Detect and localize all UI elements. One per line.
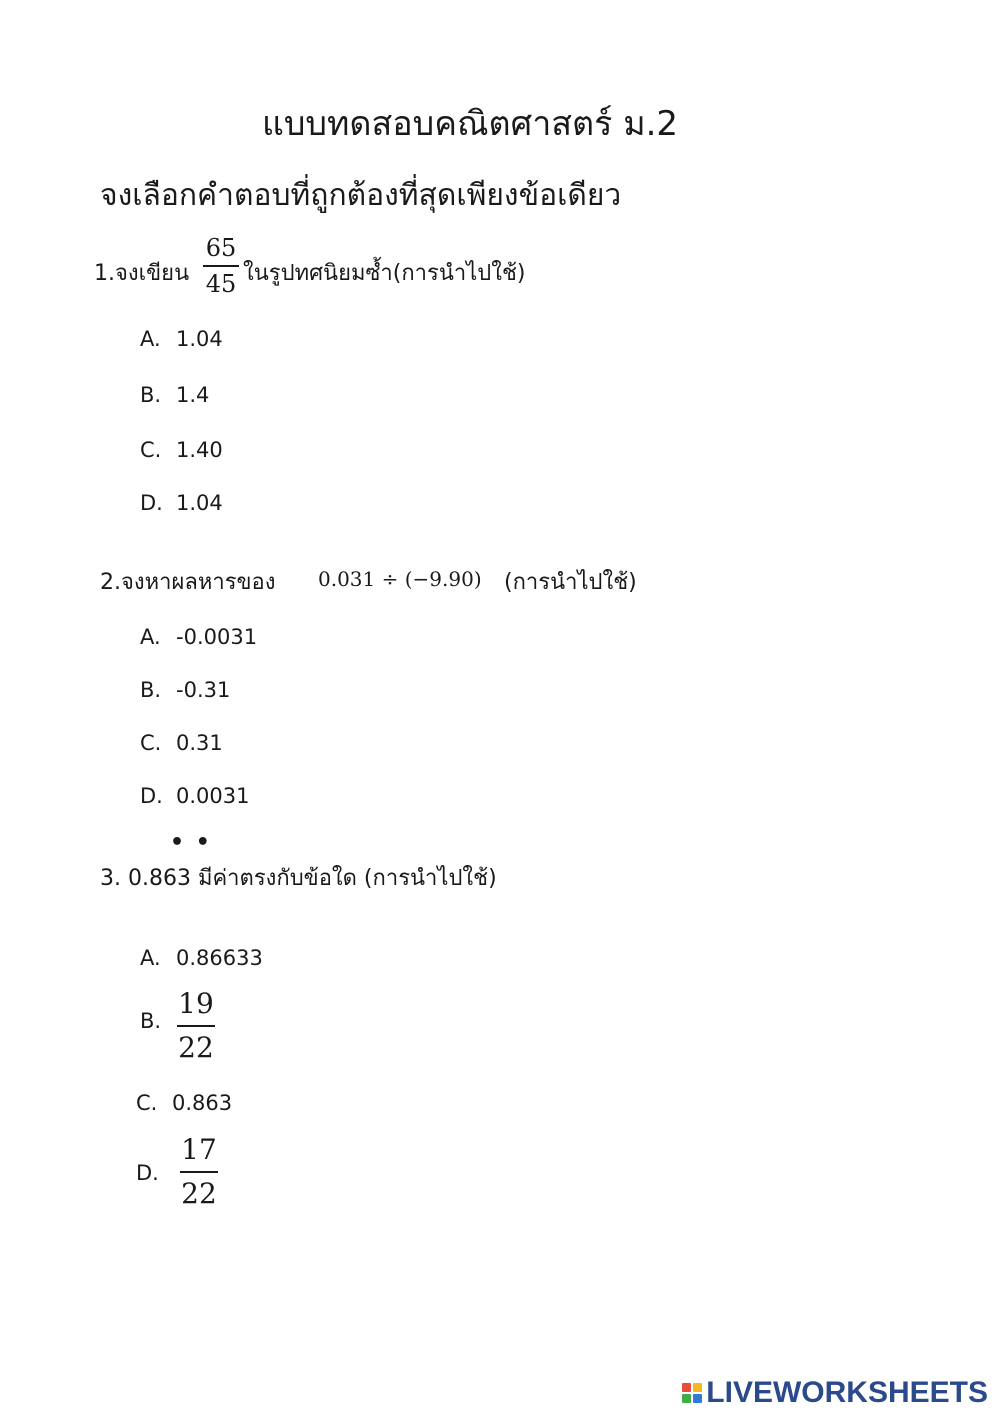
question-1-suffix: ในรูปทศนิยมซ้ำ(การนำไปใช้) — [243, 261, 526, 286]
option-letter: A. — [140, 327, 161, 351]
option-2b — [140, 678, 230, 702]
fraction-numerator: 19 — [178, 987, 214, 1020]
instruction-text: จงเลือกคำตอบที่ถูกต้องที่สุดเพียงข้อเดียว — [100, 178, 622, 213]
fraction-numerator: 17 — [181, 1133, 217, 1166]
option-text: 0.0031 — [176, 784, 250, 808]
option-letter: B. — [140, 383, 162, 407]
fraction-bar — [177, 1025, 215, 1027]
logo-tile — [682, 1394, 691, 1403]
option-text: 1.40 — [176, 438, 223, 462]
option-text: 1.4 — [176, 383, 210, 407]
option-letter: D. — [140, 491, 163, 515]
fraction-denominator: 22 — [178, 1031, 214, 1064]
option-1c — [140, 438, 223, 462]
worksheet-title: แบบทดสอบคณิตศาสตร์ ม.2 — [261, 104, 679, 144]
option-3b-letter: B. — [140, 1009, 162, 1033]
option-letter: A. — [140, 946, 161, 970]
option-letter: D. — [140, 784, 163, 808]
fraction-denominator: 22 — [181, 1177, 217, 1210]
question-2-suffix: (การนำไปใช้) — [504, 570, 637, 595]
option-text: -0.0031 — [176, 625, 258, 649]
option-letter: C. — [140, 731, 162, 755]
option-2c — [140, 731, 223, 755]
option-3c — [136, 1091, 232, 1115]
option-1d — [140, 491, 223, 515]
question-1-prefix: 1.จงเขียน — [94, 261, 190, 286]
option-2a — [140, 625, 257, 649]
option-3b-fraction — [177, 987, 215, 1064]
logo-text: LIVEWORKSHEETS — [706, 1376, 988, 1409]
question-3-text: 3. 0.863 มีค่าตรงกับข้อใด (การนำไปใช้) — [100, 866, 497, 891]
fraction-numerator: 65 — [205, 234, 237, 262]
option-text: 0.31 — [176, 731, 223, 755]
option-letter: B. — [140, 678, 162, 702]
liveworksheets-logo-icon — [682, 1383, 702, 1403]
question-1-fraction — [203, 236, 239, 296]
fraction-bar — [203, 265, 239, 267]
option-letter: A. — [140, 625, 161, 649]
logo-tile — [693, 1394, 702, 1403]
option-letter: C. — [136, 1091, 158, 1115]
logo-tile — [682, 1383, 691, 1392]
logo-tile — [693, 1383, 702, 1392]
question-2-expression: 0.031 ÷ (−9.90) — [318, 567, 482, 591]
option-1b — [140, 383, 209, 407]
repeating-decimal-dots: • • — [170, 830, 212, 855]
option-1a — [140, 327, 223, 351]
fraction-denominator: 45 — [205, 270, 237, 298]
option-2d — [140, 784, 249, 808]
option-text: -0.31 — [176, 678, 231, 702]
option-text: 1.04 — [176, 327, 223, 351]
fraction-bar — [180, 1171, 218, 1173]
option-3d-fraction — [180, 1133, 218, 1210]
option-text: 0.86633 — [176, 946, 263, 970]
question-2-prefix: 2.จงหาผลหารของ — [100, 570, 276, 595]
option-letter: C. — [140, 438, 162, 462]
option-3a — [140, 946, 263, 970]
option-text: 0.863 — [172, 1091, 233, 1115]
option-3d-letter: D. — [136, 1161, 159, 1185]
liveworksheets-logo — [682, 1376, 988, 1410]
option-text: 1.04 — [176, 491, 223, 515]
